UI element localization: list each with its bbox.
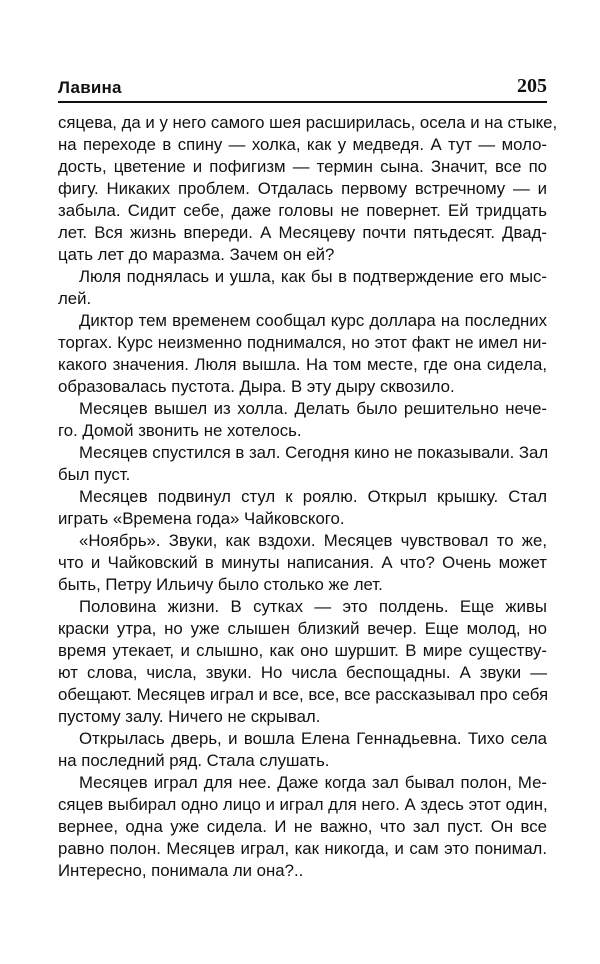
text-line: цать лет до маразма. Зачем он ей? (58, 245, 335, 264)
text-line: го. Домой звонить не хотелось. (58, 421, 302, 440)
paragraph (58, 442, 547, 486)
text-line: торгах. Курс неизменно поднимался, но этот факт не имел ни- (58, 333, 547, 352)
text-line: краски утра, но уже слышен близкий вечер. Еще молод, но (58, 619, 547, 638)
text-line: Диктор тем временем сообщал курс доллара на последних (79, 311, 547, 330)
text-line: на переходе в спину — холка, как у медведя. А тут — моло- (58, 135, 547, 154)
page-number: 205 (517, 75, 547, 97)
paragraph (58, 310, 547, 398)
text-line: пустому залу. Ничего не скрывал. (58, 707, 321, 726)
text-line: Люля поднялась и ушла, как бы в подтверждение его мыс- (79, 267, 547, 286)
paragraph (58, 596, 547, 728)
text-line: Месяцев подвинул стул к роялю. Открыл крышку. Стал (79, 487, 547, 506)
chapter-title: Лавина (58, 78, 122, 97)
text-line: Месяцев спустился в зал. Сегодня кино не показывали. Зал (79, 443, 549, 462)
paragraph (58, 728, 547, 772)
text-line: забыла. Сидит себе, даже головы не повернет. Ей тридцать (58, 201, 547, 220)
text-line: Открылась дверь, и вошла Елена Геннадьевна. Тихо села (79, 729, 547, 748)
text-line: быть, Петру Ильичу было столько же лет. (58, 575, 383, 594)
paragraph (58, 398, 547, 442)
text-line: сяцев выбирал одно лицо и играл для него. А здесь этот один, (58, 795, 548, 814)
text-line: какого значения. Люля вышла. На том месте, где она сидела, (58, 355, 547, 374)
text-line: сяцева, да и у него самого шея расширилась, осела и на стыке, (58, 113, 558, 132)
text-line: равно полон. Месяцев играл, как никогда, и сам это понимал. (58, 839, 547, 858)
text-line: Месяцев вышел из холла. Делать было решительно нече- (79, 399, 547, 418)
text-line: вернее, одна уже сидела. И не важно, что зал пуст. Он все (58, 817, 547, 836)
text-line: обещают. Месяцев играл и все, все, все рассказывал про себя (58, 685, 549, 704)
text-line: Половина жизни. В сутках — это полдень. Еще живы (79, 597, 547, 616)
text-line: что и Чайковский в минуты написания. А что? Очень может (58, 553, 547, 572)
paragraph (58, 112, 558, 266)
text-line: лей. (58, 289, 92, 308)
paragraph (58, 530, 547, 596)
text-line: фигу. Никаких проблем. Отдалась первому встречному — и (58, 179, 547, 198)
text-line: лет. Вся жизнь впереди. А Месяцеву почти пятьдесят. Двад- (58, 223, 547, 242)
text-line: ют слова, числа, звуки. Но числа беспощадны. А звуки — (58, 663, 547, 682)
header-rule (58, 101, 547, 103)
text-line: играть «Времена года» Чайковского. (58, 509, 345, 528)
paragraph (58, 486, 547, 530)
text-line: дость, цветение и пофигизм — термин сына. Значит, все по (58, 157, 547, 176)
text-line: время утекает, и слышно, как оно шуршит. В мире существу- (58, 641, 547, 660)
text-line: был пуст. (58, 465, 131, 484)
text-line: Месяцев играл для нее. Даже когда зал бывал полон, Ме- (79, 773, 547, 792)
text-line: на последний ряд. Стала слушать. (58, 751, 330, 770)
text-line: «Ноябрь». Звуки, как вздохи. Месяцев чувствовал то же, (79, 531, 547, 550)
text-line: образовалась пустота. Дыра. В эту дыру сквозило. (58, 377, 455, 396)
running-head (58, 74, 547, 100)
paragraph (58, 772, 547, 882)
text-line: Интересно, понимала ли она?.. (58, 861, 304, 880)
body-text (58, 112, 558, 882)
paragraph (58, 266, 547, 310)
